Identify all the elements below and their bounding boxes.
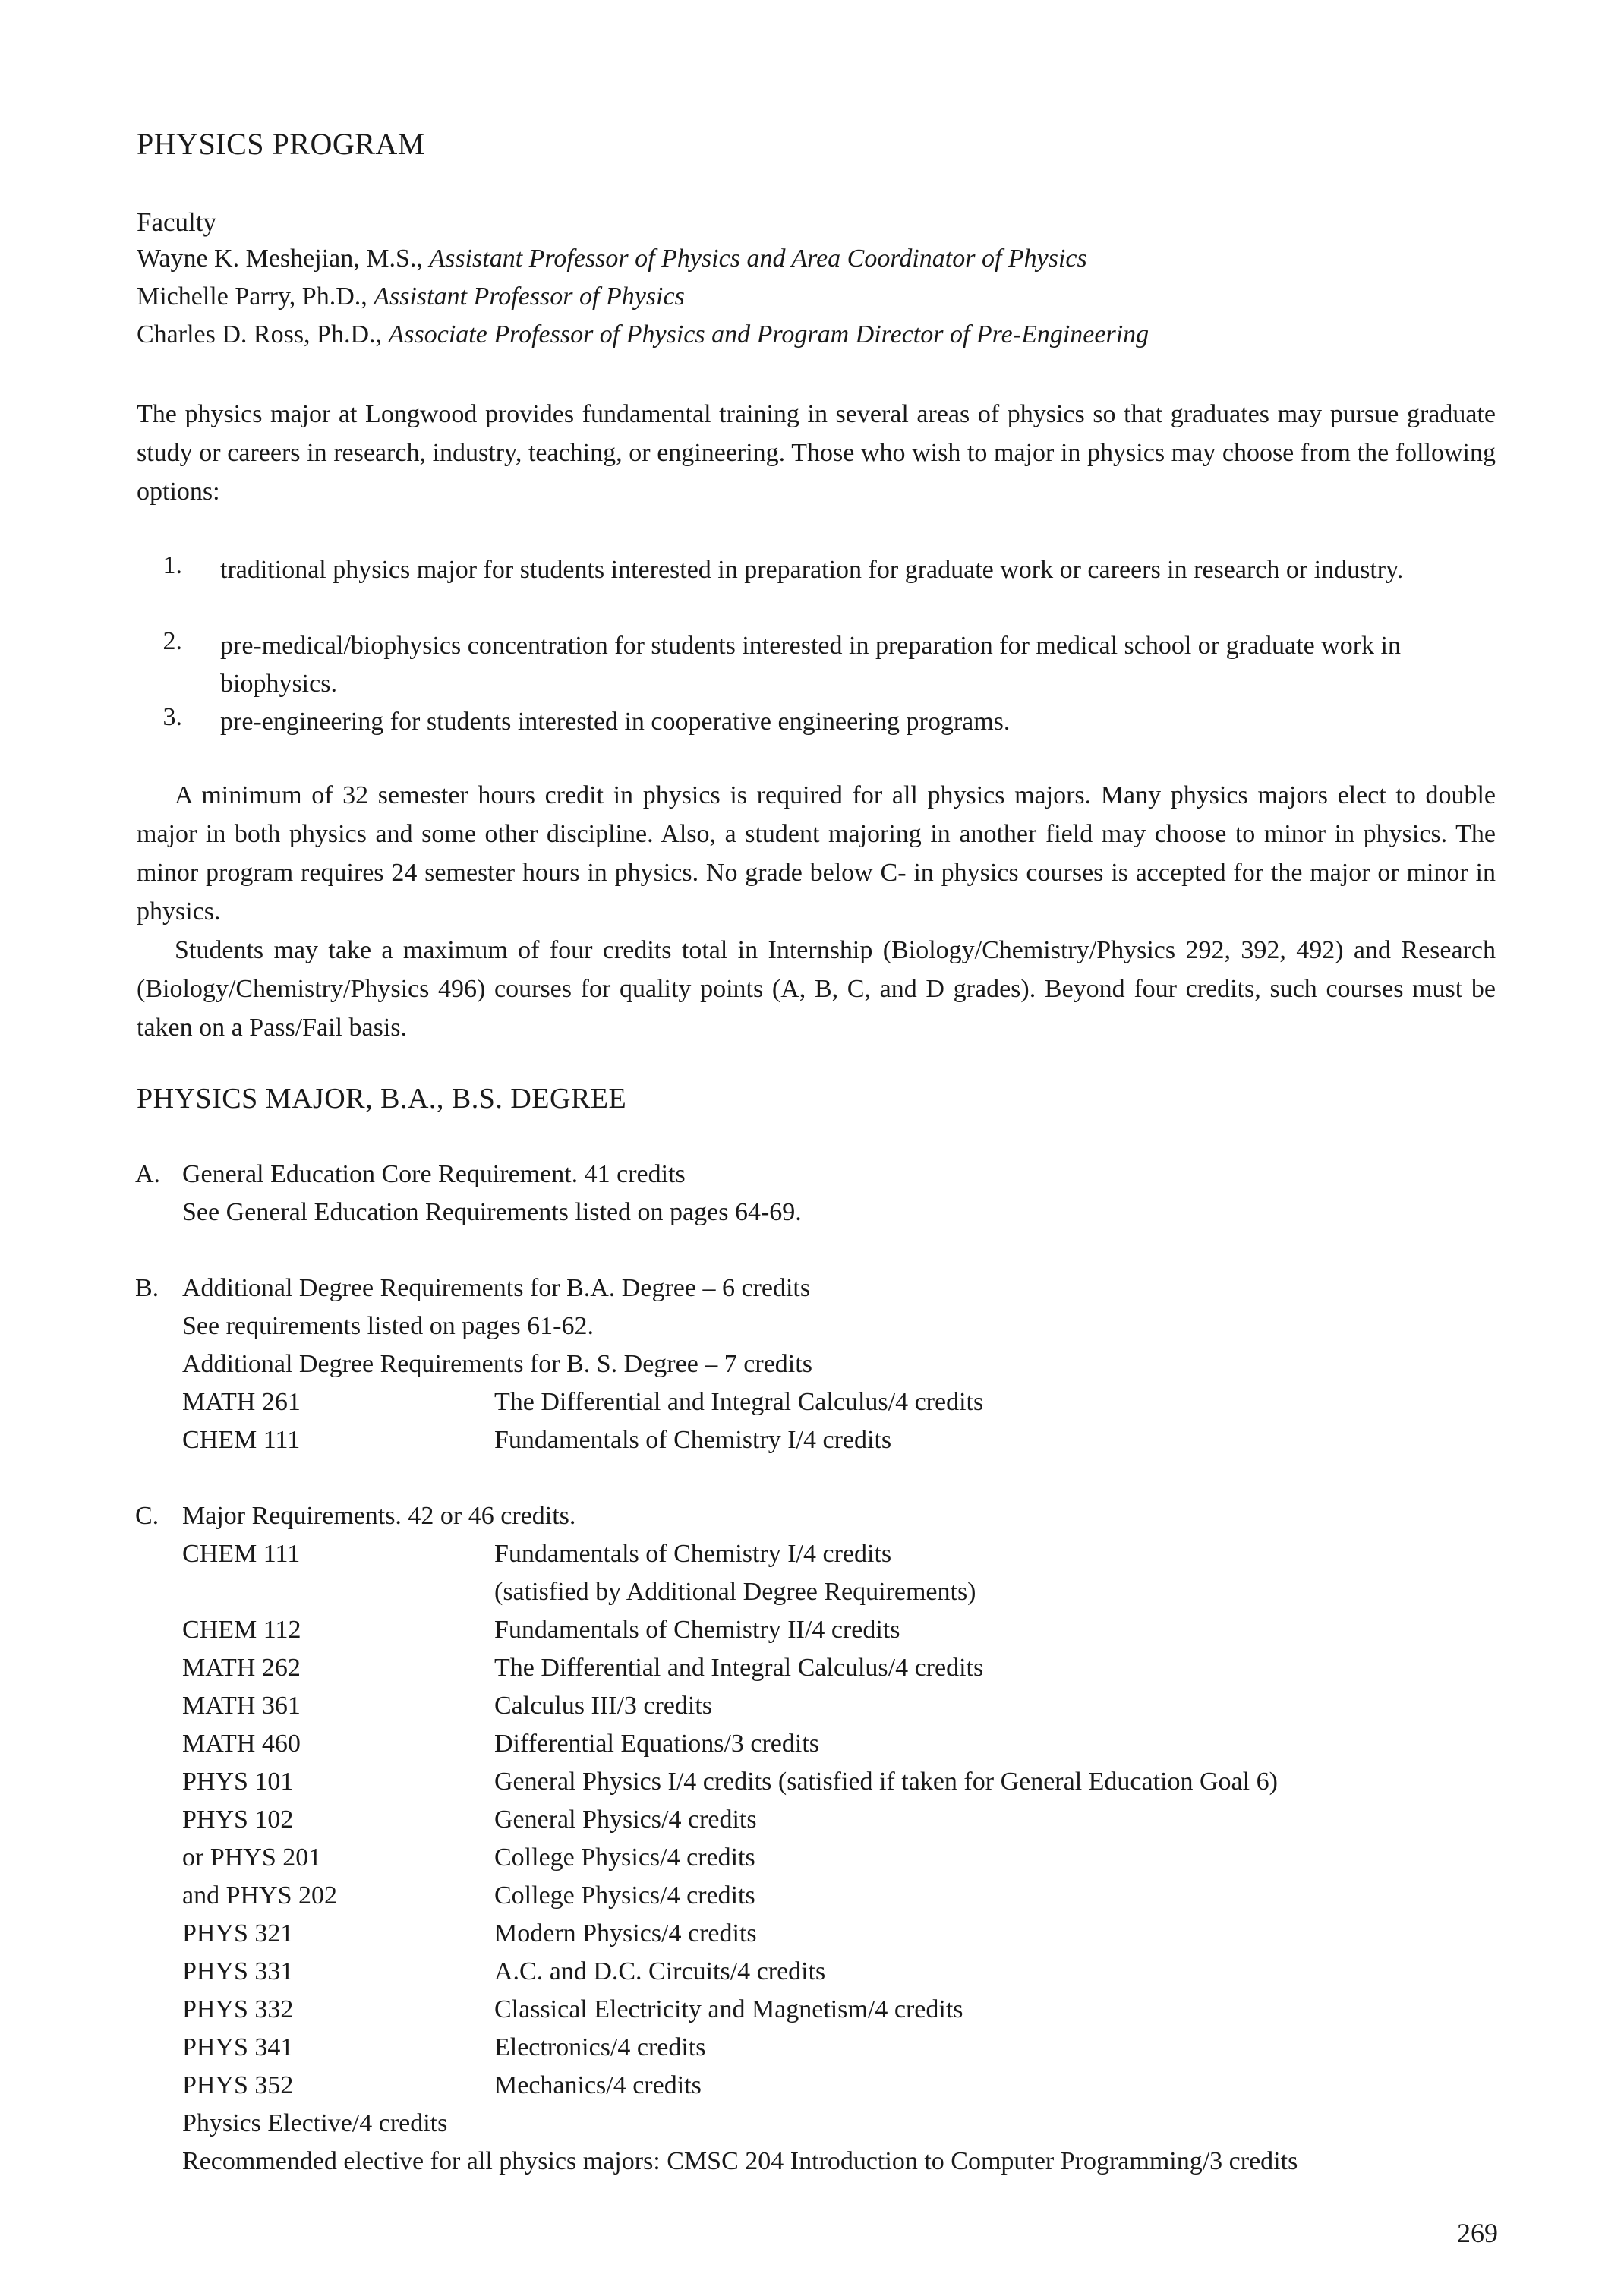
- course-code: and PHYS 202: [182, 1881, 338, 1910]
- course-code: CHEM 112: [182, 1616, 301, 1644]
- option-text: pre-engineering for students interested in cooperative engineering programs.: [220, 708, 1011, 736]
- faculty-member: [137, 240, 1087, 278]
- course-title: Fundamentals of Chemistry I/4 credits: [494, 1540, 892, 1568]
- faculty-name: Michelle Parry, Ph.D.,: [137, 282, 374, 311]
- option-number: 1.: [162, 551, 182, 579]
- section-a-letter: A.: [135, 1160, 161, 1188]
- faculty-role: Assistant Professor of Physics: [374, 282, 685, 311]
- faculty-heading: Faculty: [137, 207, 216, 237]
- course-title: Mechanics/4 credits: [494, 2071, 702, 2099]
- course-code: PHYS 102: [182, 1806, 294, 1834]
- course-code: MATH 460: [182, 1730, 301, 1758]
- minimum-paragraph: A minimum of 32 semester hours credit in physics is required for all physics majors. Many physics majors elect to double major in both physics and some other discipline. Also, a student majoring in another field may choose to minor in physics. The minor program requires 24 semester hours in physics. No grade below C- in physics courses is accepted for the major or minor in physics.: [137, 781, 1496, 926]
- page-title: PHYSICS PROGRAM: [137, 127, 425, 161]
- section-a-line: General Education Core Requirement. 41 credits: [182, 1160, 686, 1188]
- course-code: CHEM 111: [182, 1540, 301, 1568]
- option-text: traditional physics major for students interested in preparation for graduate work or careers in research or industry.: [220, 556, 1404, 584]
- course-title: General Physics/4 credits: [494, 1806, 757, 1834]
- course-code: PHYS 101: [182, 1768, 294, 1796]
- course-code: MATH 261: [182, 1388, 301, 1416]
- course-title: College Physics/4 credits: [494, 1881, 755, 1910]
- faculty-name: Charles D. Ross, Ph.D.,: [137, 320, 389, 348]
- course-code: MATH 262: [182, 1654, 301, 1682]
- section-c-line: Major Requirements. 42 or 46 credits.: [182, 1502, 576, 1530]
- course-title: Fundamentals of Chemistry II/4 credits: [494, 1616, 900, 1644]
- course-title: Fundamentals of Chemistry I/4 credits: [494, 1426, 892, 1454]
- course-title: The Differential and Integral Calculus/4 credits: [494, 1388, 984, 1416]
- course-code: PHYS 341: [182, 2033, 294, 2061]
- elective-line: Physics Elective/4 credits: [182, 2109, 448, 2137]
- option-number: 2.: [162, 627, 182, 655]
- course-code: CHEM 111: [182, 1426, 301, 1454]
- section-b-line: Additional Degree Requirements for B. S. Degree – 7 credits: [182, 1350, 812, 1378]
- faculty-name: Wayne K. Meshejian, M.S.,: [137, 244, 430, 273]
- course-note: (satisfied by Additional Degree Requirements): [494, 1578, 976, 1606]
- course-title: Modern Physics/4 credits: [494, 1919, 757, 1948]
- recommended-elective: Recommended elective for all physics majors: CMSC 204 Introduction to Computer Programming/3 credits: [182, 2147, 1298, 2175]
- internship-paragraph: Students may take a maximum of four credits total in Internship (Biology/Chemistry/Physics 292, 392, 492) and Research (Biology/Chemistry/Physics 496) courses for quality points (A, B, C, and D grades). Beyond four credits, such courses must be taken on a Pass/Fail basis.: [137, 936, 1496, 1042]
- section-b-line: Additional Degree Requirements for B.A. Degree – 6 credits: [182, 1274, 811, 1302]
- section-b-letter: B.: [135, 1274, 159, 1302]
- major-heading: PHYSICS MAJOR, B.A., B.S. DEGREE: [137, 1083, 627, 1115]
- faculty-role: Assistant Professor of Physics and Area Coordinator of Physics: [429, 244, 1087, 273]
- option-text: pre-medical/biophysics concentration for students interested in preparation for medical school or graduate work in biophysics.: [220, 632, 1401, 698]
- course-title: College Physics/4 credits: [494, 1843, 755, 1872]
- course-title: Classical Electricity and Magnetism/4 credits: [494, 1995, 963, 2023]
- course-title: Electronics/4 credits: [494, 2033, 706, 2061]
- course-title: A.C. and D.C. Circuits/4 credits: [494, 1957, 826, 1985]
- section-a-line: See General Education Requirements listed on pages 64-69.: [182, 1198, 802, 1226]
- course-title: Differential Equations/3 credits: [494, 1730, 820, 1758]
- faculty-member: [137, 278, 685, 316]
- course-code: MATH 361: [182, 1692, 301, 1720]
- course-code: PHYS 321: [182, 1919, 294, 1948]
- page-number: 269: [1457, 2218, 1498, 2248]
- course-code: PHYS 352: [182, 2071, 294, 2099]
- course-title: The Differential and Integral Calculus/4 credits: [494, 1654, 984, 1682]
- course-code: PHYS 331: [182, 1957, 294, 1985]
- course-code: PHYS 332: [182, 1995, 294, 2023]
- course-title: Calculus III/3 credits: [494, 1692, 713, 1720]
- course-title: General Physics I/4 credits (satisfied if taken for General Education Goal 6): [494, 1768, 1278, 1796]
- intro-paragraph: The physics major at Longwood provides fundamental training in several areas of physics so that graduates may pursue graduate study or careers in research, industry, teaching, or engineering. Those who wish to major in physics may choose from the following options:: [137, 400, 1496, 506]
- option-number: 3.: [162, 703, 182, 731]
- section-c-letter: C.: [135, 1502, 159, 1530]
- section-b-line: See requirements listed on pages 61-62.: [182, 1312, 594, 1340]
- faculty-role: Associate Professor of Physics and Program Director of Pre-Engineering: [388, 320, 1149, 348]
- faculty-member: [137, 316, 1149, 354]
- course-code: or PHYS 201: [182, 1843, 322, 1872]
